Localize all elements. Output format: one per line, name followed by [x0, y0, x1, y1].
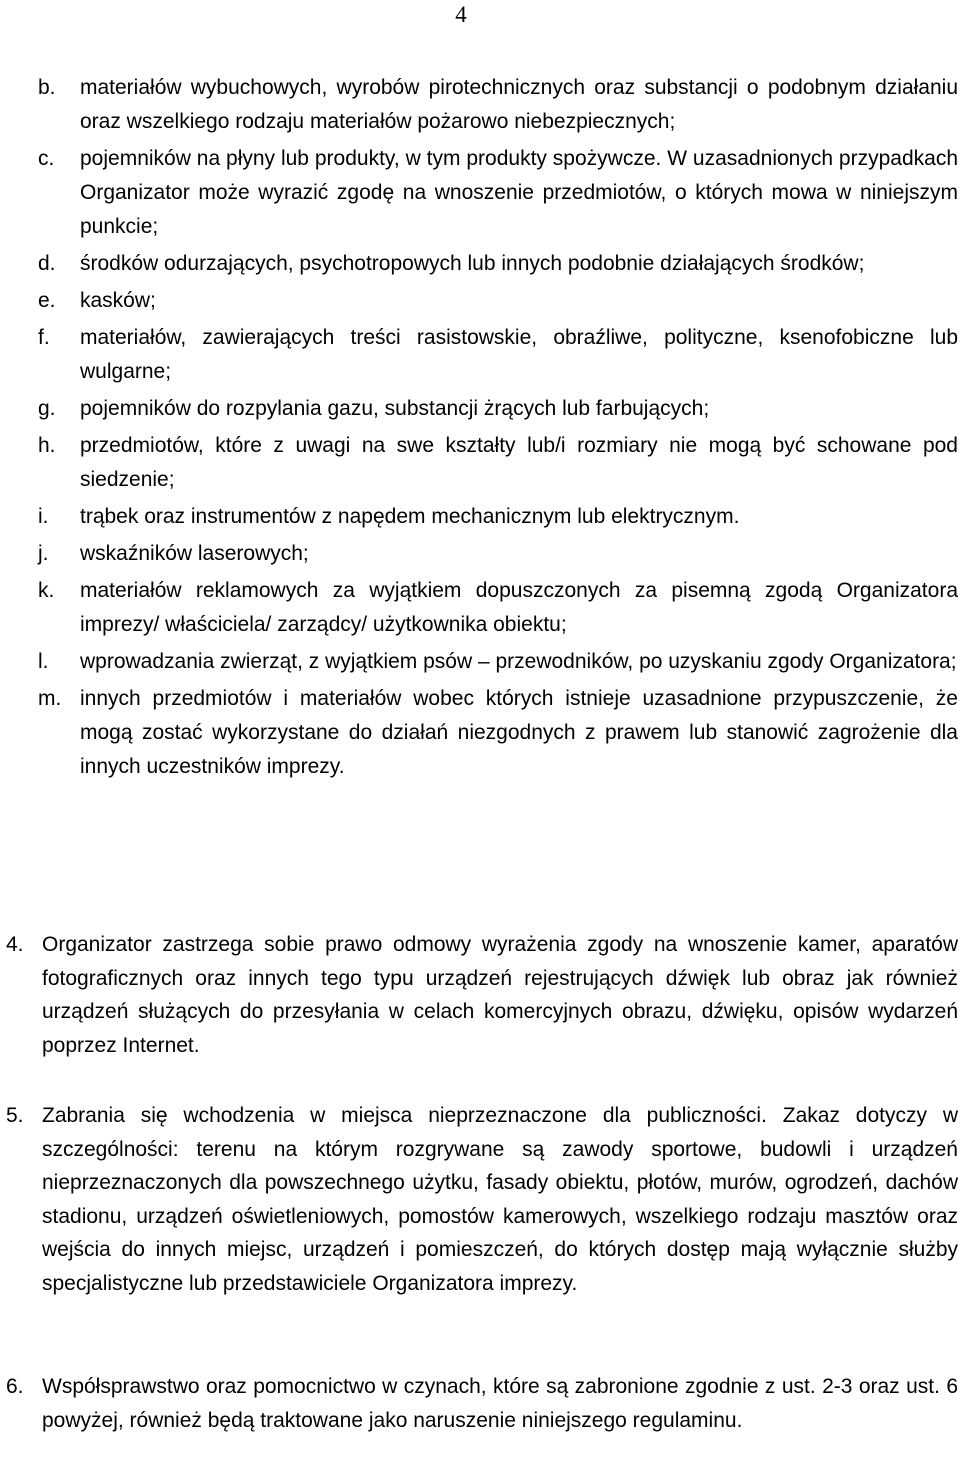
list-item-k [38, 574, 958, 642]
list-item-text: środków odurzających, psychotropowych lub innych podobnie działających środków; [80, 252, 865, 275]
section-number: 6. [6, 1375, 24, 1398]
section-text: Zabrania się wchodzenia w miejsca nieprzeznaczone dla publiczności. Zakaz dotyczy w szczególności: terenu na którym rozgrywane są zawody sportowe, budowli i urządzeń nieprzeznaczonych dla powszechnego użytku, fasady obiektu, płotów, murów, ogrodzeń, dachów stadionu, urządzeń oświetleniowych, pomostów kamerowych, wszelkiego rodzaju masztów oraz wejścia do innych miejsc, urządzeń i pomieszczeń, do których dostęp mają wyłącznie służby specjalistyczne lub przedstawiciele Organizatora imprezy. [42, 1104, 958, 1295]
section-text: Organizator zastrzega sobie prawo odmowy wyrażenia zgody na wnoszenie kamer, aparatów fotograficznych oraz innych tego typu urządzeń rejestrujących dźwięk lub obraz jak również urządzeń służących do przesyłania w celach komercyjnych obrazu, dźwięku, opisów wydarzeń poprzez Internet. [42, 933, 958, 1057]
list-item-text: materiałów wybuchowych, wyrobów pirotechnicznych oraz substancji o podobnym działaniu oraz wszelkiego rodzaju materiałów pożarowo niebezpiecznych; [80, 76, 958, 133]
page-number: 4 [455, 2, 467, 27]
list-item-c [38, 142, 958, 244]
list-item-f [38, 321, 958, 389]
section-6 [6, 1370, 958, 1437]
section-4 [6, 928, 958, 1062]
section-number: 5. [6, 1104, 24, 1127]
list-marker: h. [38, 434, 56, 457]
list-marker: d. [38, 252, 56, 275]
list-item-text: kasków; [80, 289, 156, 312]
list-marker: b. [38, 76, 56, 99]
list-item-m [38, 682, 958, 784]
list-marker: j. [38, 542, 49, 565]
list-item-j [38, 537, 958, 571]
section-text: Współsprawstwo oraz pomocnictwo w czynach, które są zabronione zgodnie z ust. 2-3 oraz ust. 6 powyżej, również będą traktowane jako naruszenie niniejszego regulaminu. [42, 1375, 958, 1432]
list-item-i [38, 500, 958, 534]
list-item-d [38, 247, 958, 281]
list-item-l [38, 645, 958, 679]
list-marker: k. [38, 579, 55, 602]
list-item-text: przedmiotów, które z uwagi na swe kształty lub/i rozmiary nie mogą być schowane pod siedzenie; [80, 434, 958, 491]
list-item-g [38, 392, 958, 426]
section-number: 4. [6, 933, 24, 956]
list-marker: l. [38, 650, 49, 673]
list-marker: f. [38, 326, 50, 349]
list-marker: e. [38, 289, 56, 312]
list-item-text: innych przedmiotów i materiałów wobec których istnieje uzasadnione przypuszczenie, że mogą zostać wykorzystane do działań niezgodnych z prawem lub stanowić zagrożenie dla innych uczestników imprezy. [80, 687, 958, 778]
list-item-text: trąbek oraz instrumentów z napędem mechanicznym lub elektrycznym. [80, 505, 740, 528]
section-5 [6, 1099, 958, 1301]
list-marker: g. [38, 397, 56, 420]
list-item-text: materiałów, zawierających treści rasistowskie, obraźliwe, polityczne, ksenofobiczne lub wulgarne; [80, 326, 958, 383]
list-item-e [38, 284, 958, 318]
list-item-text: materiałów reklamowych za wyjątkiem dopuszczonych za pisemną zgodą Organizatora imprezy/ właściciela/ zarządcy/ użytkownika obiektu; [80, 579, 958, 636]
list-item-text: pojemników na płyny lub produkty, w tym produkty spożywcze. W uzasadnionych przypadkach Organizator może wyrazić zgodę na wnoszenie przedmiotów, o których mowa w niniejszym punkcie; [80, 147, 958, 238]
list-item-text: wskaźników laserowych; [80, 542, 309, 565]
list-marker: m. [38, 687, 62, 710]
list-item-b [38, 71, 958, 139]
list-item-h [38, 429, 958, 497]
list-item-text: pojemników do rozpylania gazu, substancji żrących lub farbujących; [80, 397, 710, 420]
list-marker: c. [38, 147, 55, 170]
list-item-text: wprowadzania zwierząt, z wyjątkiem psów – przewodników, po uzyskaniu zgody Organizatora; [80, 650, 957, 673]
prohibited-items-list [38, 71, 958, 787]
list-marker: i. [38, 505, 49, 528]
